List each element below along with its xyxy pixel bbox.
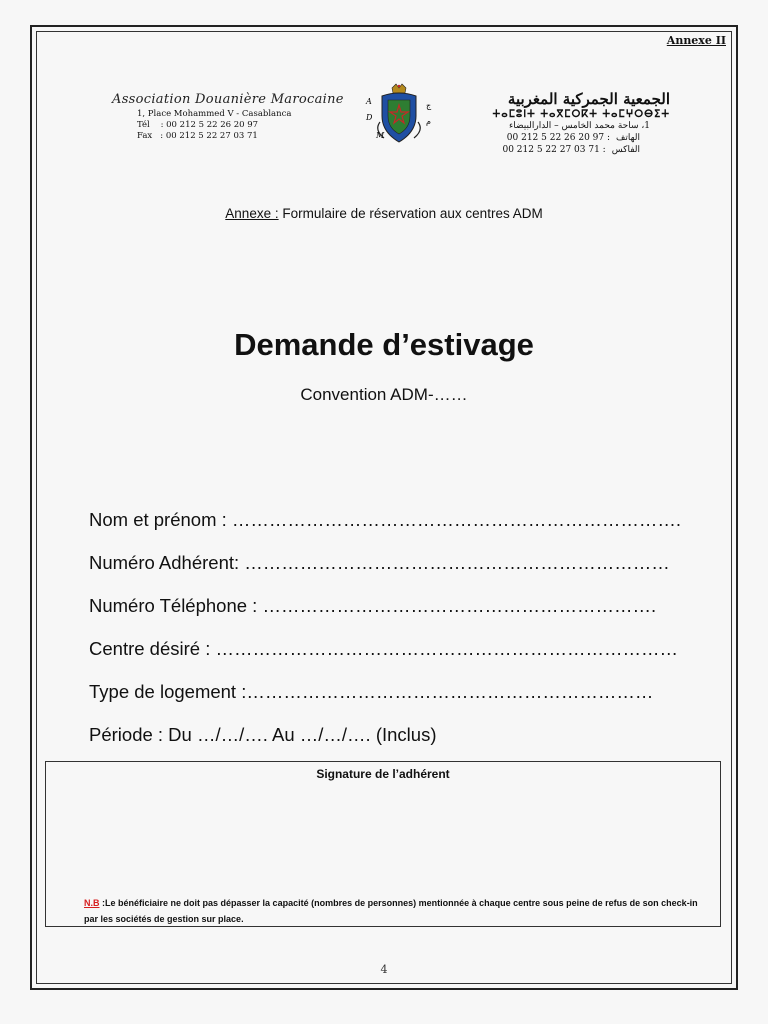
fax-ar-label: الفاكس — [611, 145, 640, 155]
header-left — [112, 92, 362, 142]
form-fields — [89, 505, 682, 763]
phone-ar-line — [440, 132, 670, 144]
fax-line — [137, 131, 362, 142]
page-number: 4 — [380, 963, 388, 976]
association-emblem-logo — [362, 82, 436, 148]
field-centre-desire: Centre désiré : ………………………………………………………………… — [89, 638, 678, 659]
emblem-letter: A — [366, 97, 372, 106]
tel-label: Tél — [137, 120, 150, 130]
fax-number: : 00 212 5 22 27 03 71 — [160, 131, 258, 141]
document-title: Demande d’estivage — [234, 327, 534, 362]
header-right — [440, 90, 670, 156]
fax-label: Fax — [137, 131, 153, 141]
emblem-letter: D — [366, 113, 373, 122]
tel-line — [137, 120, 362, 131]
field-nom-prenom: Nom et prénom : ………………………………………………………………. — [89, 509, 682, 530]
annexe-title — [0, 206, 768, 221]
signature-box — [45, 761, 721, 927]
emblem-letter: م — [426, 117, 431, 126]
field-numero-adherent: Numéro Adhérent: …………………………………………………………… — [89, 552, 670, 573]
nb-note — [84, 895, 704, 927]
nb-text: :Le bénéficiaire ne doit pas dépasser la capacité (nombres de personnes) mentionnée à chaque centre sous peine de refus de son check-in par les sociétés de gestion sur place. — [84, 898, 698, 924]
signature-title: Signature de l’adhérent — [316, 767, 450, 781]
annexe-title-text: Formulaire de réservation aux centres ADM — [278, 206, 543, 221]
field-type-logement: Type de logement :………………………………………………………… — [89, 681, 654, 702]
phone-ar-label: الهاتف — [616, 133, 640, 143]
annexe-title-prefix: Annexe : — [225, 206, 279, 221]
phone-ar-number: 00 212 5 22 26 20 97 : — [506, 133, 611, 143]
address-ar: 1، ساحة محمد الخامس – الدارالبيضاء — [508, 121, 650, 131]
field-periode: Période : Du …/…/…. Au …/…/…. (Inclus) — [89, 724, 437, 745]
nb-label: N.B — [84, 898, 100, 908]
emblem-letter: ج — [426, 101, 432, 110]
tel-number: : 00 212 5 22 26 20 97 — [160, 120, 259, 130]
annexe-tag: Annexe II — [666, 34, 726, 47]
field-numero-telephone: Numéro Téléphone : ………………………………………………………. — [89, 595, 657, 616]
fax-ar-line — [440, 144, 670, 156]
association-name-ar: الجمعية الجمركية المغربية — [507, 90, 670, 108]
address-fr: 1, Place Mohammed V - Casablanca — [137, 109, 292, 119]
convention-line: Convention ADM-…… — [300, 385, 468, 404]
association-name-tifinagh: ⵜⴰⵎⵓⵏⵜ ⵜⴰⴳⵎⵔⴽⵜ ⵜⴰⵎⵖⵔⴱⵉⵜ — [492, 109, 670, 120]
fax-ar-number: 00 212 5 22 27 03 71 : — [502, 145, 606, 155]
emblem-letter: M — [376, 131, 385, 140]
association-name-fr: Association Douanière Marocaine — [112, 92, 344, 107]
